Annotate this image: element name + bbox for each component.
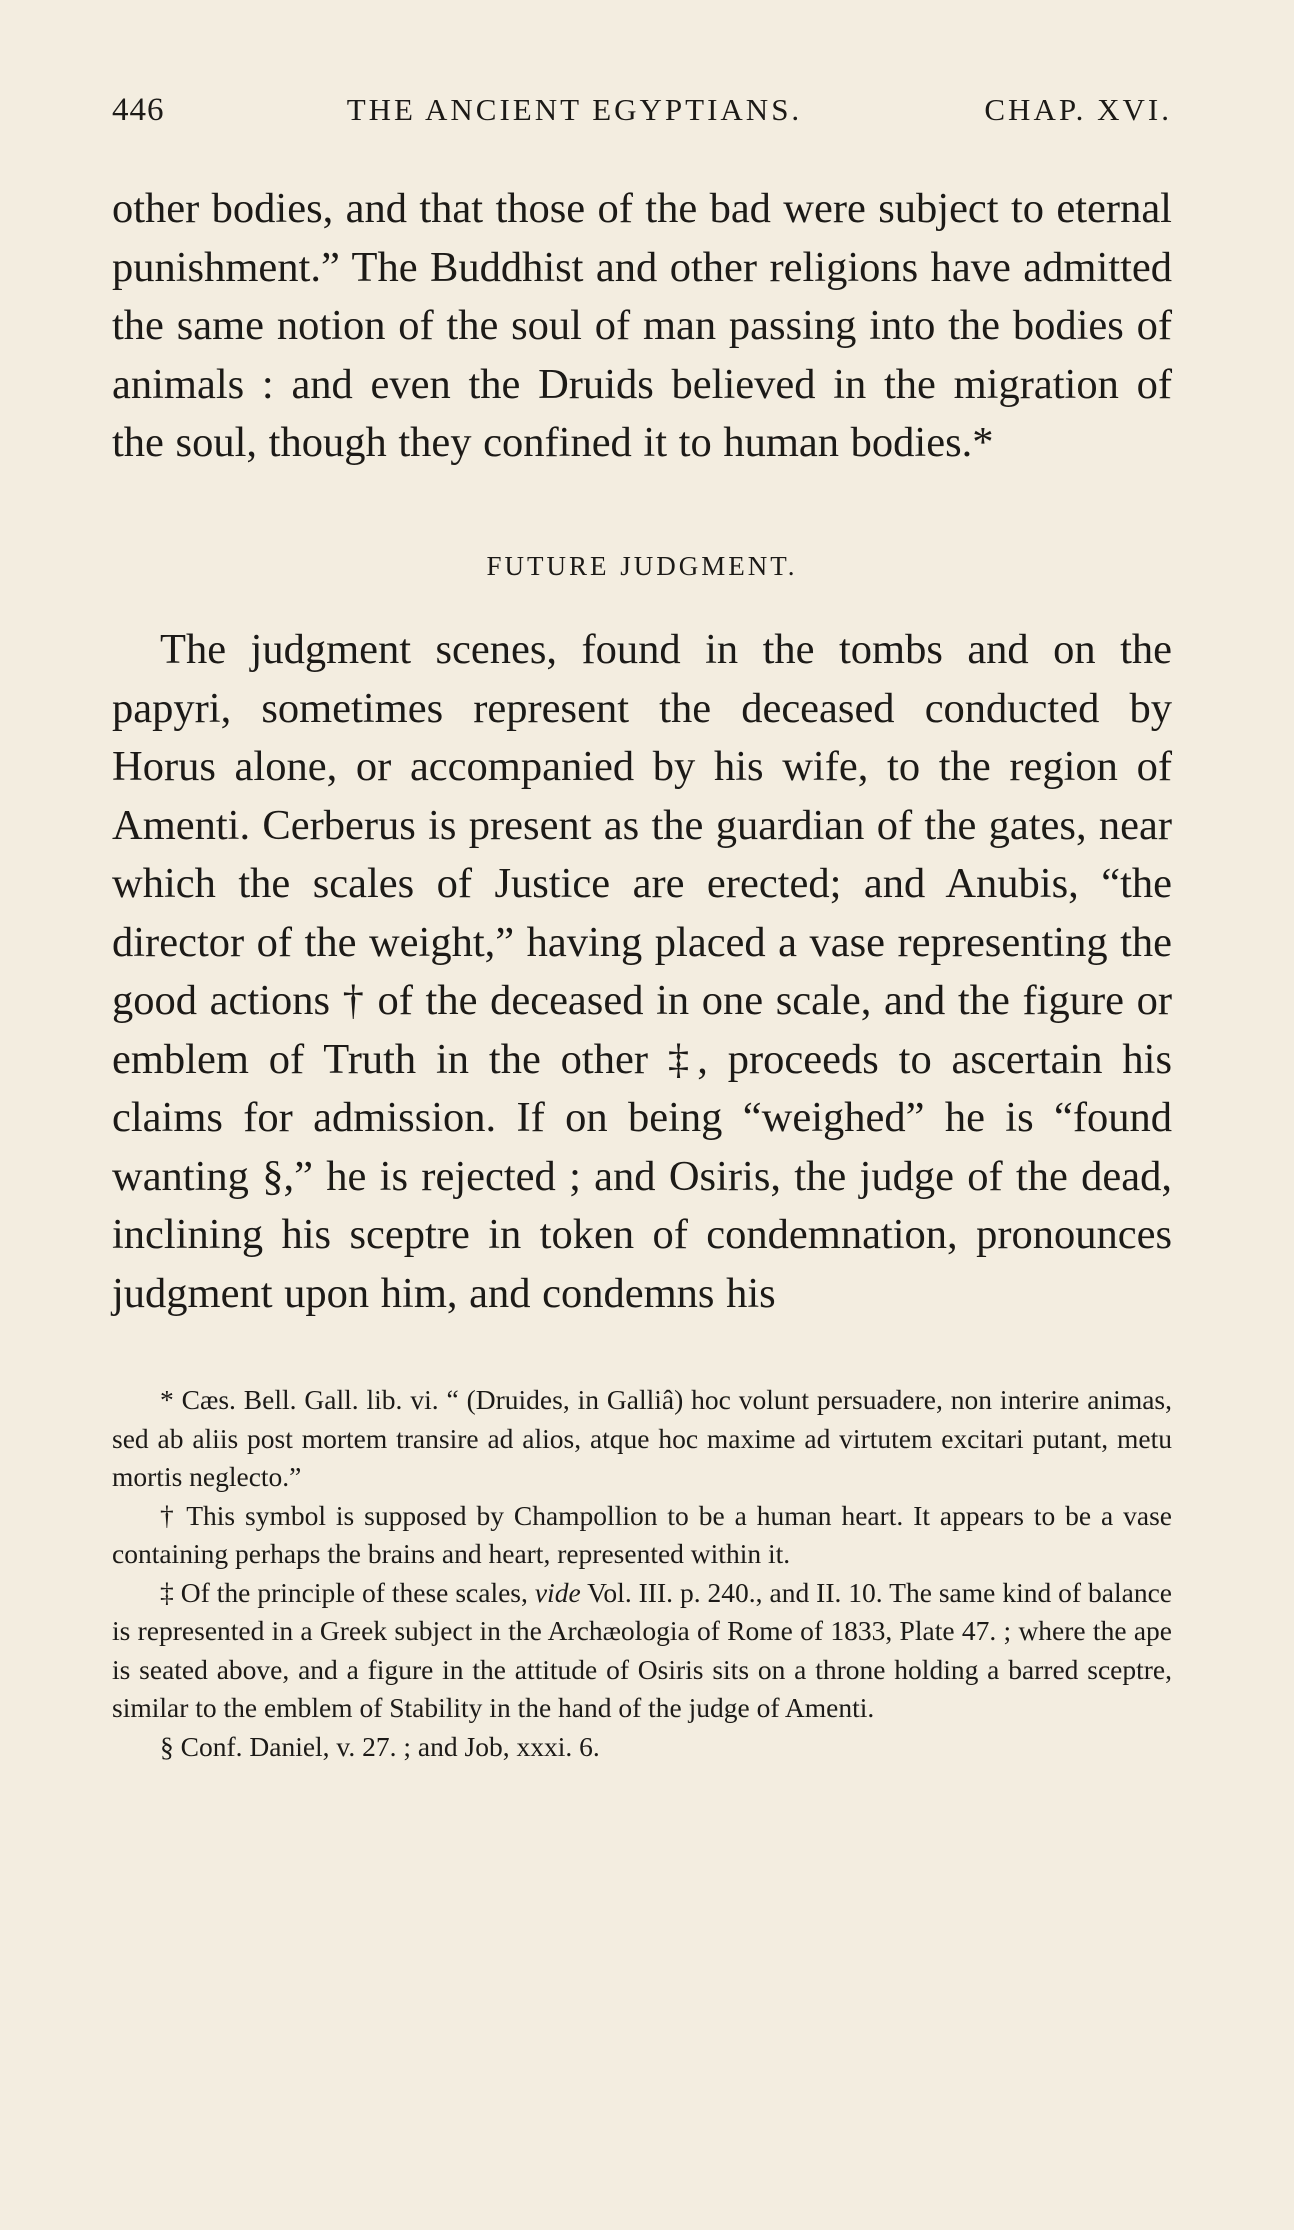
footnote-3-rest: Vol. III. p. 240., and II. 10. The same kind of balance is represented in a Greek subject in the Archæologia of Rome of 1833, Plate 47. ; where the ape is seated above, and a figure in the attitude of Osiris sits on a throne holding a barred sceptre, similar to the emblem of Stability in the hand of the judge of Amenti. (112, 1576, 1172, 1723)
book-page (112, 92, 1172, 1766)
running-title: THE ANCIENT EGYPTIANS. (346, 92, 803, 127)
paragraph-1: other bodies, and that those of the bad were subject to eternal punishment.” The Buddhist and other religions have admitted the same notion of the soul of man passing into the bodies of animals : and even the Druids believed in the migration of the soul, though they confined it to human bodies.* (112, 185, 1172, 466)
paragraph-2: The judgment scenes, found in the tombs and on the papyri, sometimes represent the deceased conducted by Horus alone, or accompanied by his wife, to the region of Amenti. Cerberus is present as the guardian of the gates, near which the scales of Justice are erected; and Anubis, “the director of the weight,” having placed a vase representing the good actions † of the deceased in one scale, and the figure or emblem of Truth in the other ‡, proceeds to ascertain his claims for admission. If on being “weighed” he is “found wanting §,” he is rejected ; and Osiris, the judge of the dead, inclining his sceptre in token of condemnation, pronounces judgment upon him, and condemns his (112, 626, 1172, 1317)
page-number: 446 (112, 92, 165, 128)
chapter-label: CHAP. XVI. (984, 92, 1172, 127)
footnote-4: § Conf. Daniel, v. 27. ; and Job, xxxi. 6. (160, 1730, 600, 1762)
footnote-3-prefix: ‡ Of the principle of these scales, (160, 1576, 535, 1608)
main-text (112, 180, 1172, 1323)
footnote-2: † This symbol is supposed by Champollion to be a human heart. It appears to be a vase containing perhaps the brains and heart, represented within it. (112, 1499, 1172, 1569)
footnote-3-vide: vide (534, 1576, 581, 1608)
running-head (112, 92, 1172, 138)
footnote-3 (112, 1574, 1172, 1728)
footnote-1: * Cæs. Bell. Gall. lib. vi. “ (Druides, in Galliâ) hoc volunt persuadere, non interire animas, sed ab aliis post mortem transire ad alios, atque hoc maxime ad virtutem excitari putant, metu mortis neglecto.” (112, 1384, 1172, 1492)
section-heading: FUTURE JUDGMENT. (486, 550, 798, 581)
footnotes (112, 1381, 1172, 1766)
